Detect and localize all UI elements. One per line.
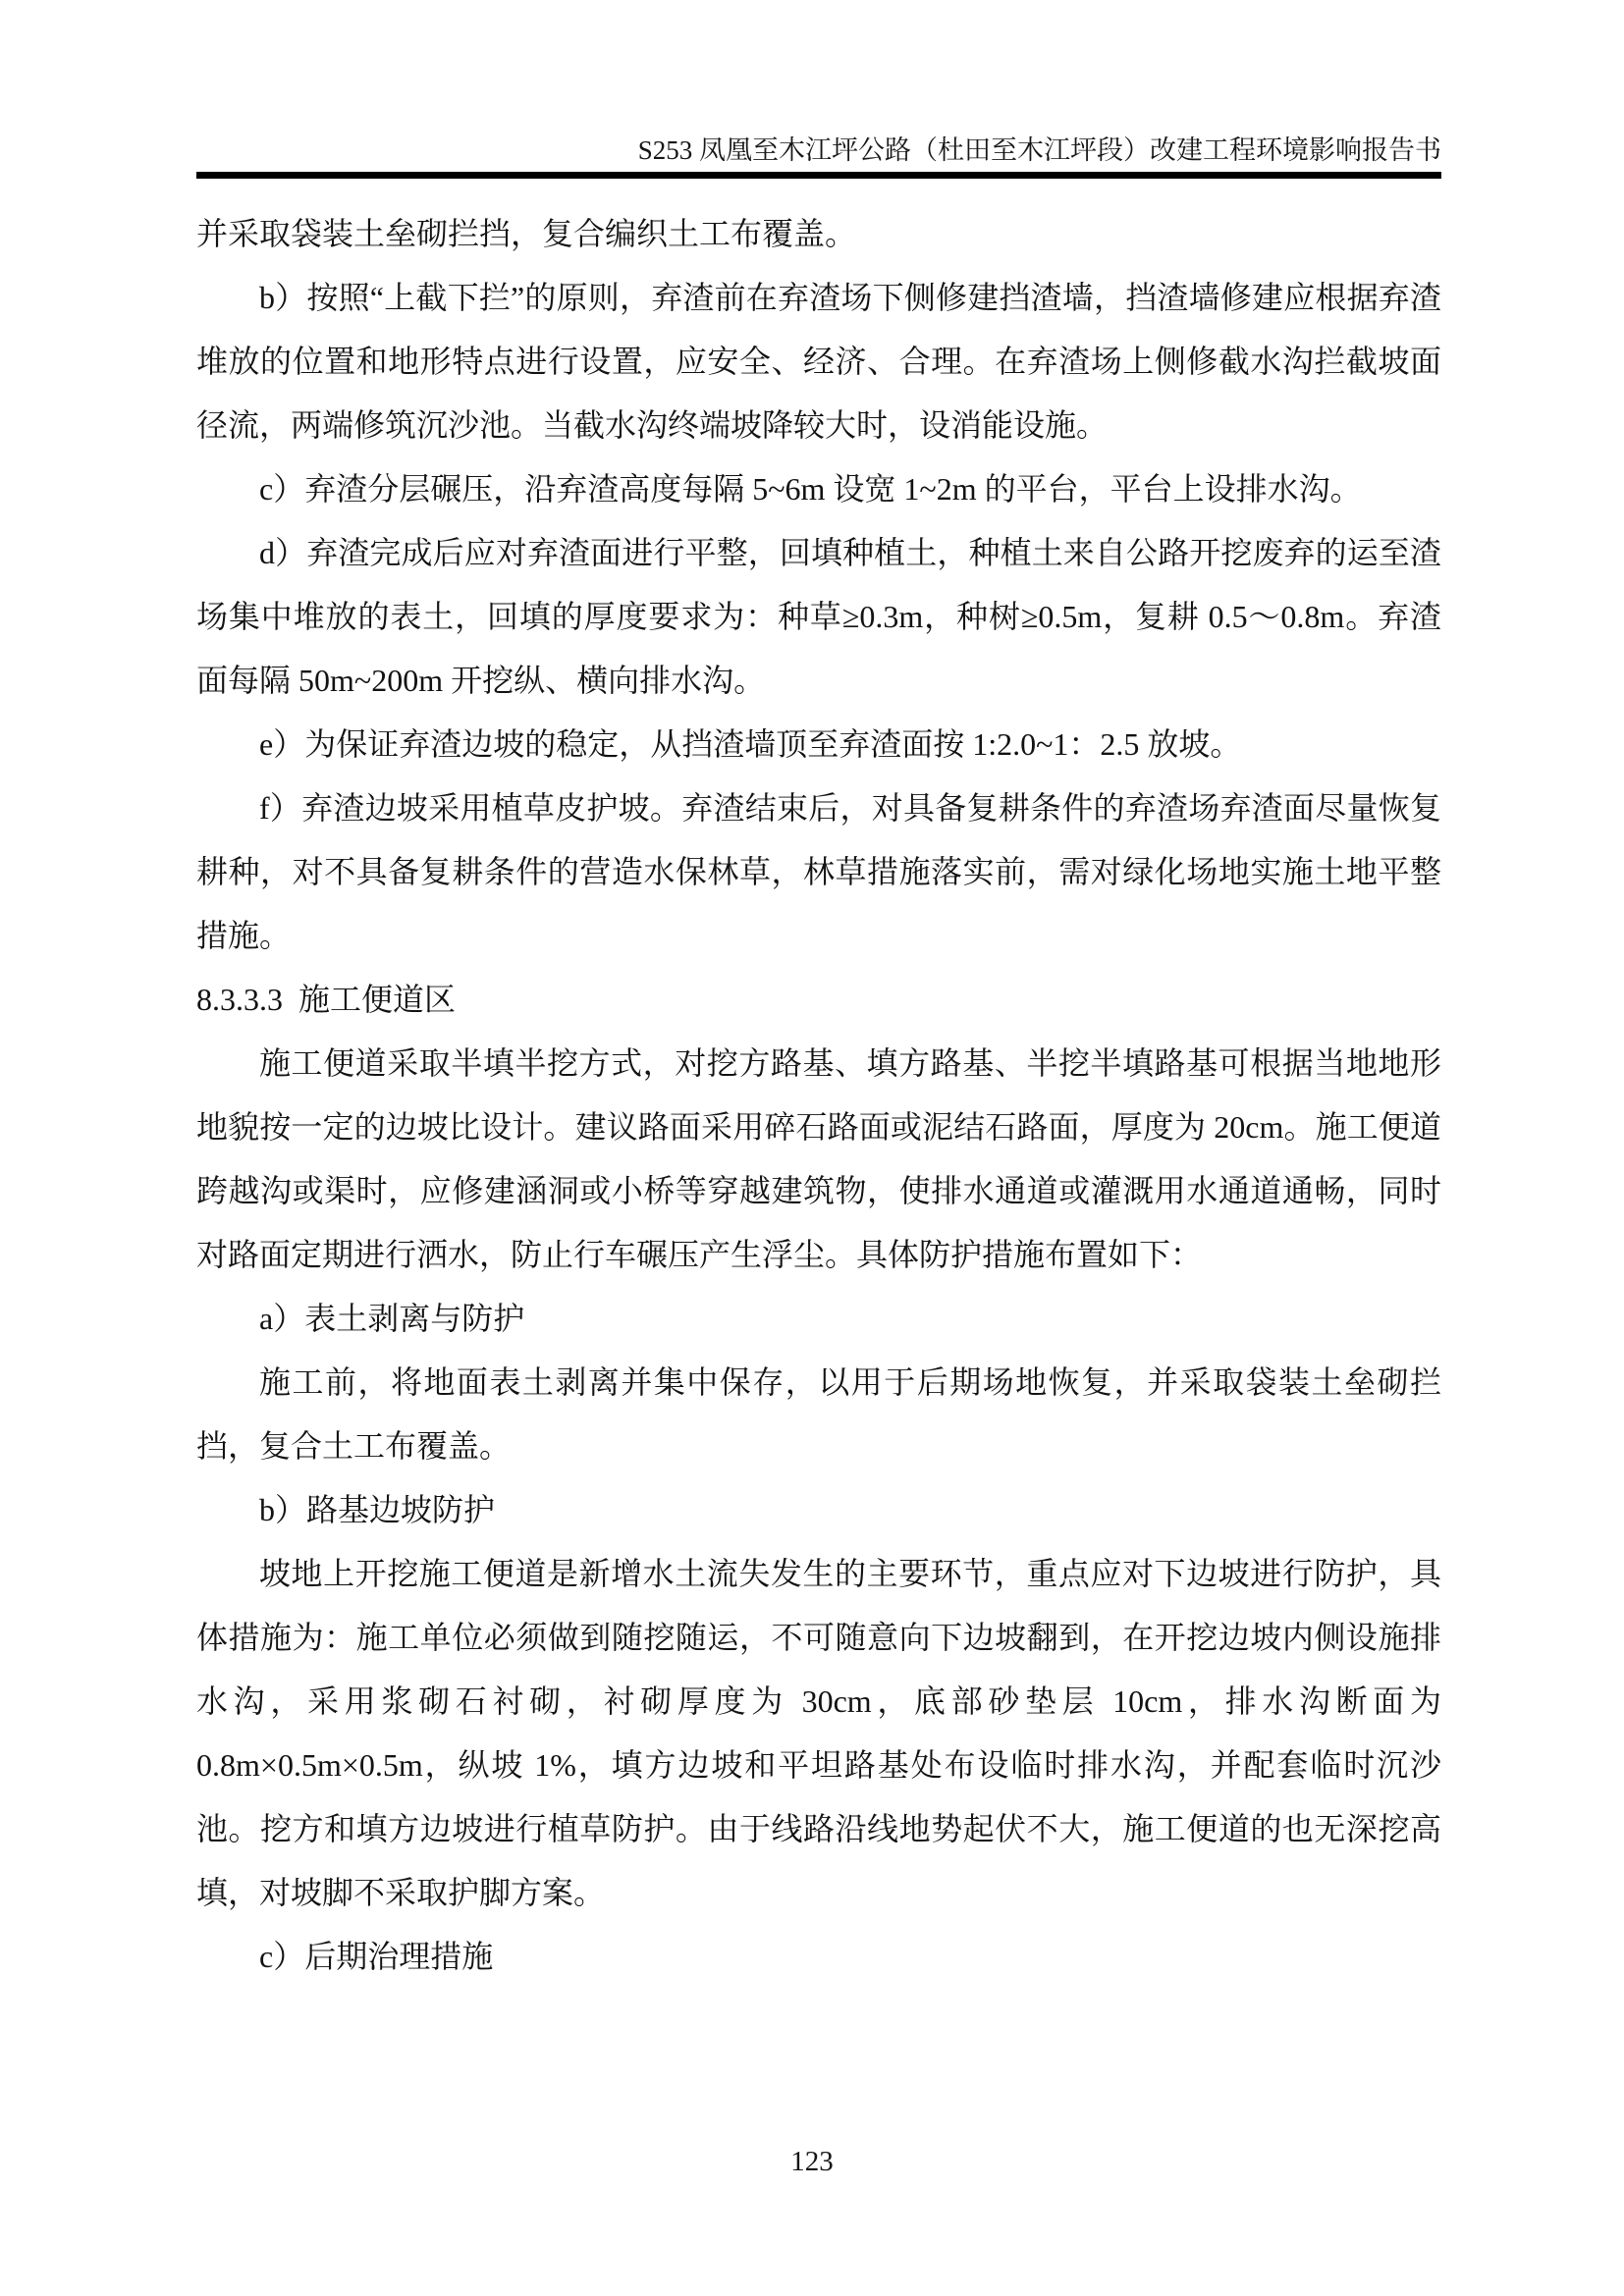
para-item-b-retaining-wall: b）按照“上截下拦”的原则，弃渣前在弃渣场下侧修建挡渣墙，挡渣墙修建应根据弃渣堆放的位置和地形特点进行设置，应安全、经济、合理。在弃渣场上侧修截水沟拦截坡面径流，两端修筑沉沙池。当截水沟终端坡降较大时，设消能设施。: [196, 280, 1441, 443]
para-item-b-roadbed-heading: b）路基边坡防护: [259, 1492, 496, 1527]
page-number: 123: [790, 2146, 834, 2177]
para-item-d-backfill: d）弃渣完成后应对弃渣面进行平整，回填种植土，种植土来自公路开挖废弃的运至渣场集中堆放的表土，回填的厚度要求为：种草≥0.3m，种树≥0.5m，复耕 0.5～0.8m。弃渣面每隔 50m~200m 开挖纵、横向排水沟。: [196, 535, 1441, 698]
para-item-f-grass-protection: f）弃渣边坡采用植草皮护坡。弃渣结束后，对具备复耕条件的弃渣场弃渣面尽量恢复耕种，对不具备复耕条件的营造水保林草，林草措施落实前，需对绿化场地实施土地平整措施。: [196, 790, 1441, 953]
para-continuation-cover: 并采取袋装土垒砌拦挡，复合编织土工布覆盖。: [196, 216, 857, 251]
para-roadbed-slope-detail: 坡地上开挖施工便道是新增水土流失发生的主要环节，重点应对下边坡进行防护，具体措施为：施工单位必须做到随挖随运，不可随意向下边坡翻到，在开挖边坡内侧设施排水沟，采用浆砌石衬砌，衬砌厚度为 30cm，底部砂垫层 10cm，排水沟断面为 0.8m×0.5m×0.5m，纵坡 1%，填方边坡和平坦路基处布设临时排水沟，并配套临时沉沙池。挖方和填方边坡进行植草防护。由于线路沿线地势起伏不大，施工便道的也无深挖高填，对坡脚不采取护脚方案。: [196, 1556, 1441, 1910]
report-header-title: S253 凤凰至木江坪公路（杜田至木江坪段）改建工程环境影响报告书: [637, 135, 1441, 165]
document-body: [196, 202, 1441, 1989]
section-heading-8-3-3-3: 8.3.3.3 施工便道区: [196, 982, 457, 1017]
para-item-a-topsoil-heading: a）表土剥离与防护: [259, 1301, 525, 1336]
para-topsoil-detail: 施工前，将地面表土剥离并集中保存，以用于后期场地恢复，并采取袋装土垒砌拦挡，复合土工布覆盖。: [196, 1364, 1441, 1464]
para-item-c-later-treatment: c）后期治理措施: [259, 1939, 494, 1974]
para-item-c-platform: c）弃渣分层碾压，沿弃渣高度每隔 5~6m 设宽 1~2m 的平台，平台上设排水沟。: [259, 471, 1362, 507]
para-access-road-intro: 施工便道采取半填半挖方式，对挖方路基、填方路基、半挖半填路基可根据当地地形地貌按一定的边坡比设计。建议路面采用碎石路面或泥结石路面，厚度为 20cm。施工便道跨越沟或渠时，应修建涵洞或小桥等穿越建筑物，使排水通道或灌溉用水通道通畅，同时对路面定期进行洒水，防止行车碾压产生浮尘。具体防护措施布置如下：: [196, 1045, 1441, 1272]
para-item-e-slope-ratio: e）为保证弃渣边坡的稳定，从挡渣墙顶至弃渣面按 1:2.0~1：2.5 放坡。: [259, 726, 1242, 762]
header-divider-rule: [196, 172, 1441, 179]
